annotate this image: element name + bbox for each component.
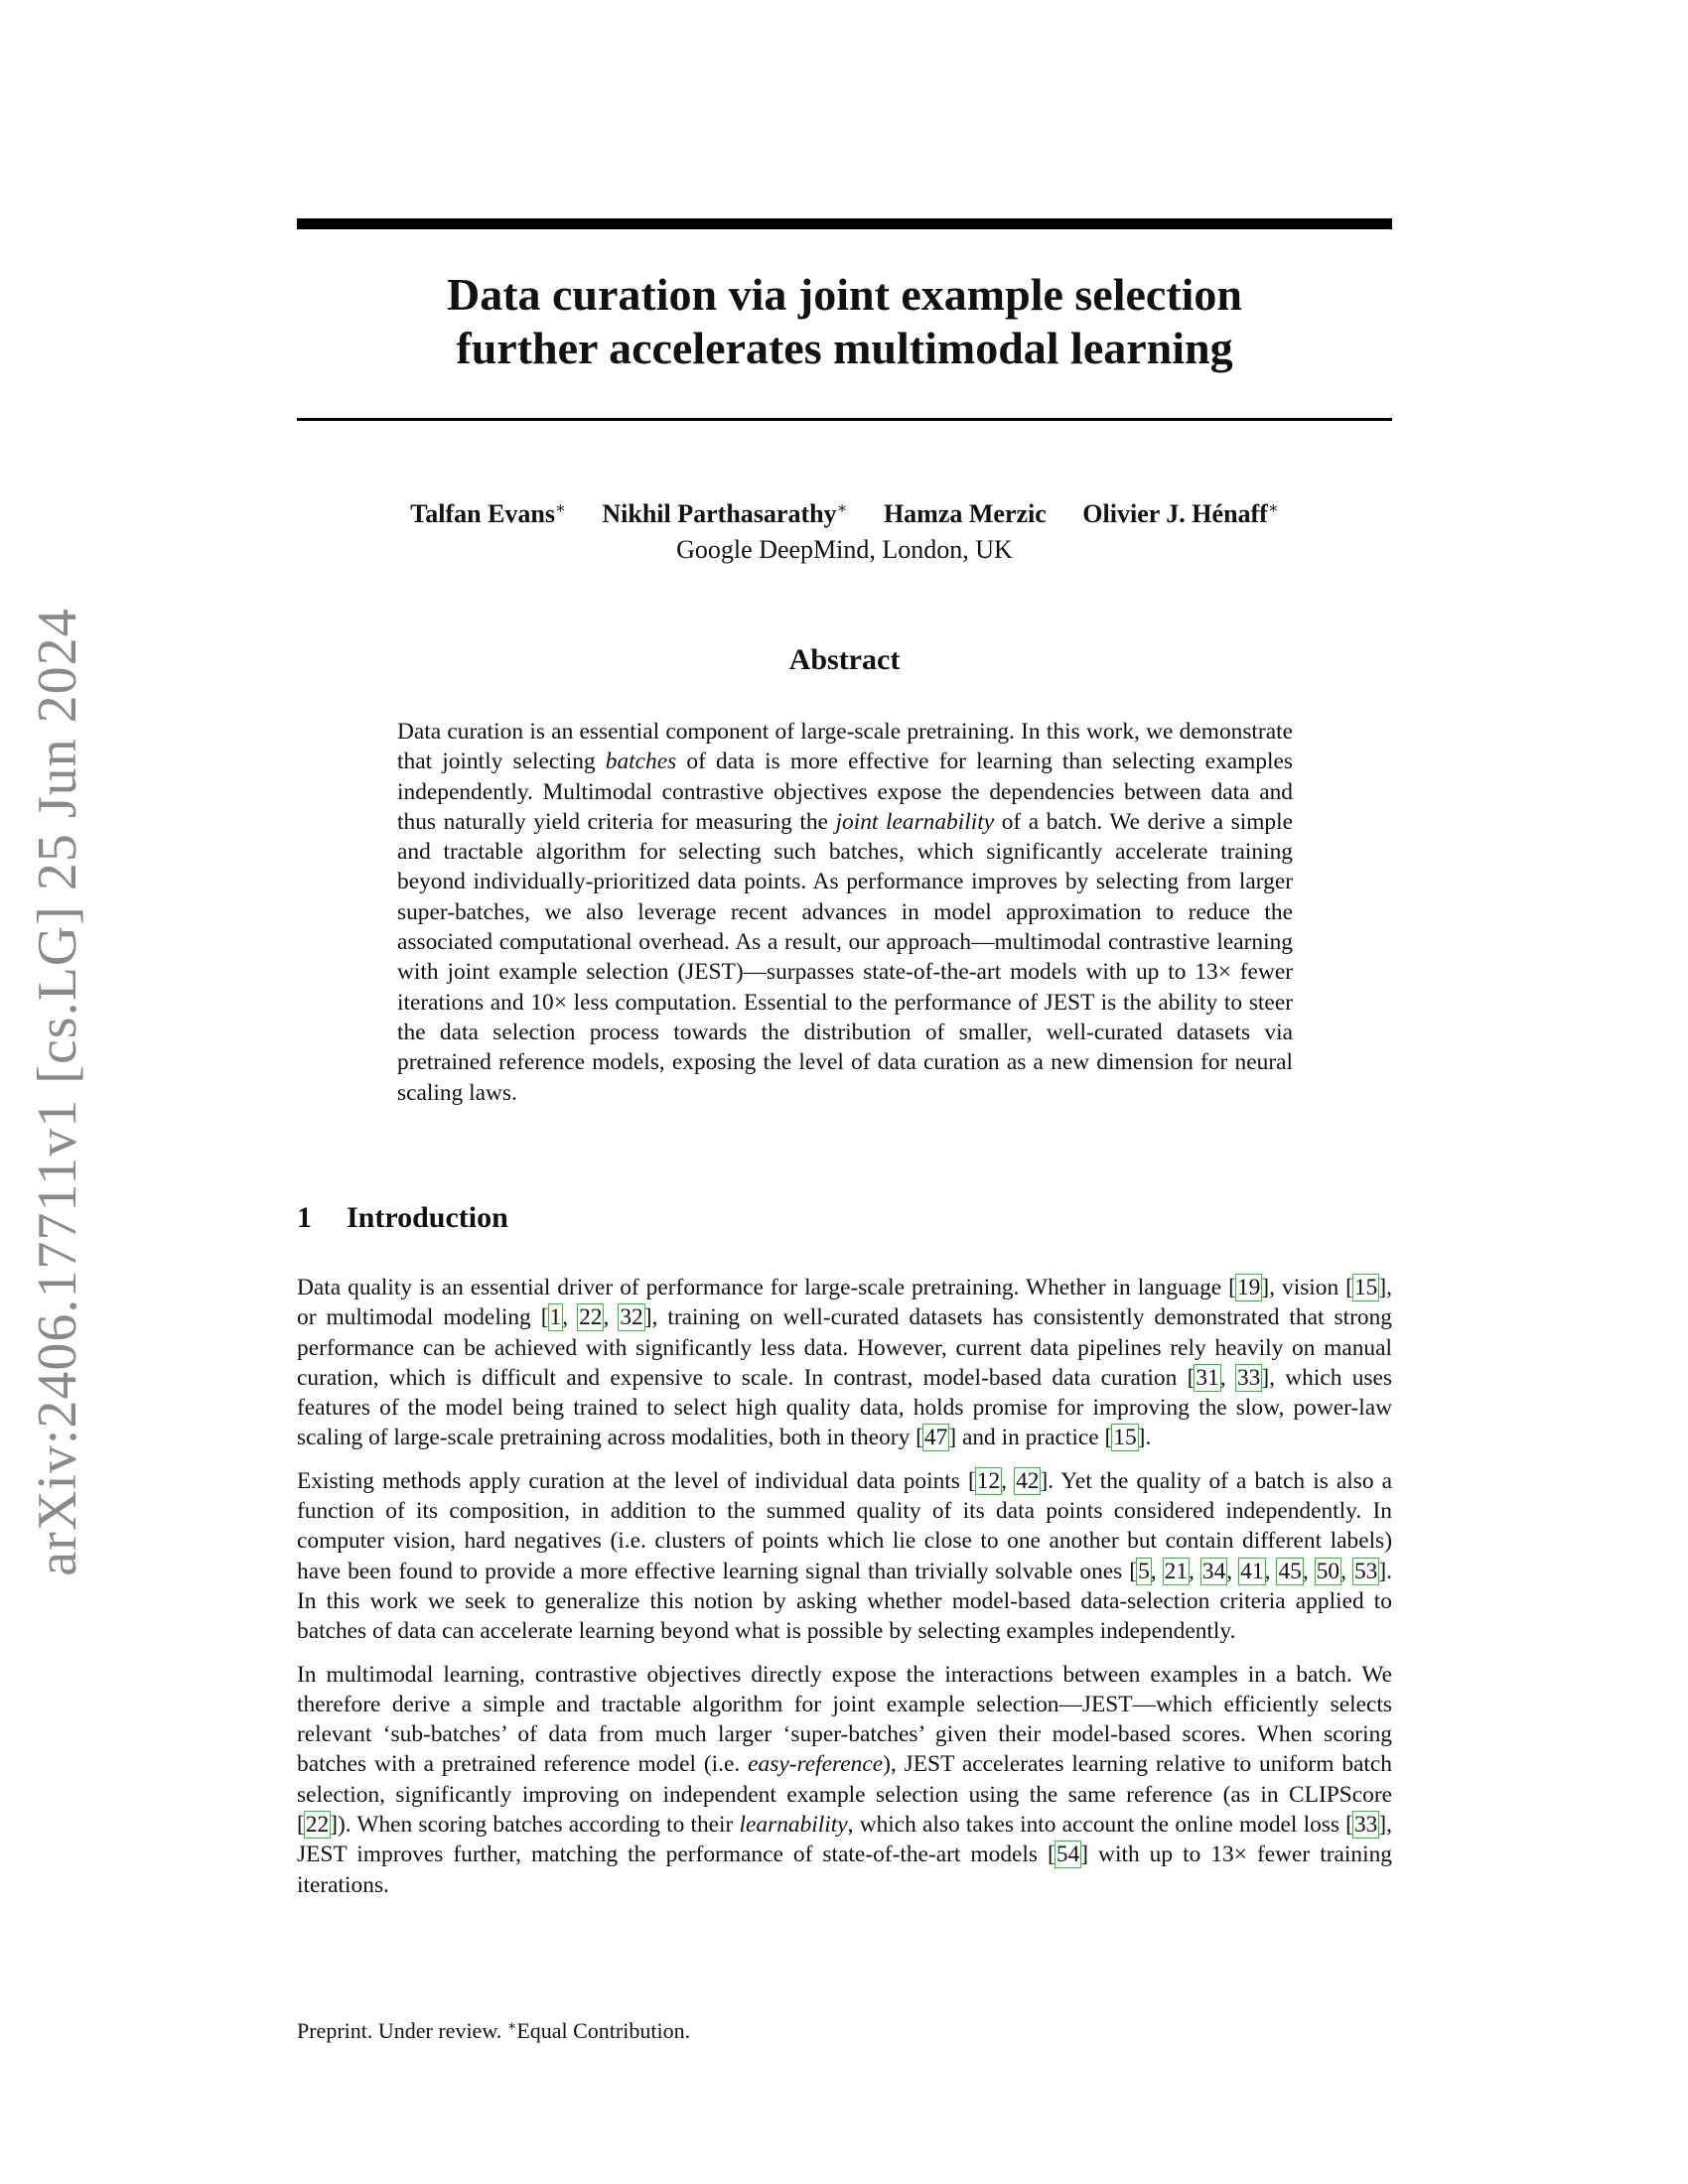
paragraph: Existing methods apply curation at the level of individual data points [12, 42]. Yet the quality of a batch is also a function of its composition, in addition to the summed quality of its data points considered independently. In computer vision, hard negatives (i.e. clusters of points which lie close to one another but contain different labels) have been found to provide a more effective learning signal than trivially solvable ones [5, 21, 34, 41, 45, 50, 53]. In this work we seek to generalize this notion by asking whether model-based data-selection criteria applied to batches of data can accelerate learning beyond what is possible by selecting examples independently. — [297, 1467, 1392, 1645]
citation-link[interactable]: 41 — [1240, 1558, 1264, 1584]
author: Nikhil Parthasarathy∗ — [602, 499, 848, 528]
title-rule-top — [297, 218, 1392, 229]
citation-link[interactable]: 1 — [549, 1304, 562, 1331]
author: Hamza Merzic — [883, 499, 1047, 528]
citation-link[interactable]: 15 — [1113, 1425, 1137, 1451]
citation-link[interactable]: 12 — [976, 1467, 1001, 1494]
citation-link[interactable]: 34 — [1201, 1558, 1226, 1584]
paragraph: In multimodal learning, contrastive objectives directly expose the interactions between examples in a batch. We therefore derive a simple and tractable algorithm for joint example selection—JEST—which efficiently selects relevant ‘sub-batches’ of data from much larger ‘super-batches’ given their model-based scores. When scoring batches with a pretrained reference model (i.e. easy-reference), JEST accelerates learning relative to uniform batch selection, significantly improving on independent example selection using the same reference (as in CLIPScore [22]). When scoring batches according to their learnability, which also takes into account the online model loss [33], JEST improves further, matching the performance of state-of-the-art models [54] with up to 13× fewer training iterations. — [297, 1661, 1392, 1898]
citation-link[interactable]: 53 — [1353, 1558, 1378, 1584]
footnote: Preprint. Under review. ∗Equal Contribution. — [297, 2018, 691, 2043]
title-line-2: further accelerates multimodal learning — [456, 323, 1233, 373]
affiliation: Google DeepMind, London, UK — [676, 535, 1013, 564]
citation-link[interactable]: 15 — [1353, 1275, 1378, 1300]
section-title: Introduction — [347, 1201, 508, 1234]
author: Olivier J. Hénaff∗ — [1082, 499, 1279, 528]
citation-link[interactable]: 22 — [579, 1304, 603, 1331]
section-heading — [297, 1201, 508, 1235]
author-list — [297, 493, 1392, 530]
citation-link[interactable]: 22 — [305, 1812, 330, 1839]
citation-link[interactable]: 31 — [1196, 1364, 1219, 1391]
citation-link[interactable]: 45 — [1278, 1558, 1302, 1584]
citation-link[interactable]: 50 — [1316, 1558, 1340, 1584]
arxiv-identifier: arXiv:2406.17711v1 [cs.LG] 25 Jun 2024 — [27, 608, 88, 1576]
title-rule-bottom — [297, 418, 1392, 421]
citation-link[interactable]: 32 — [620, 1304, 643, 1331]
paragraph: Data quality is an essential driver of performance for large-scale pretraining. Whether in language [19], vision [15], or multimodal modeling [1, 22, 32], training on well-curated datasets has consistently demonstrated that strong performance can be achieved with significantly less data. However, current data pipelines rely heavily on manual curation, which is difficult and expensive to scale. In contrast, model-based data curation [31, 33], which uses features of the model being trained to select high quality data, holds promise for improving the slow, power-law scaling of large-scale pretraining across modalities, both in theory [47] and in practice [15]. — [297, 1275, 1393, 1451]
citation-link[interactable]: 42 — [1016, 1467, 1040, 1494]
title-line-1: Data curation via joint example selection — [446, 269, 1243, 320]
citation-link[interactable]: 5 — [1138, 1558, 1150, 1584]
citation-link[interactable]: 21 — [1164, 1558, 1189, 1584]
citation-link[interactable]: 54 — [1055, 1842, 1080, 1868]
citation-link[interactable]: 47 — [923, 1425, 948, 1451]
citation-link[interactable]: 33 — [1353, 1812, 1378, 1839]
introduction-body — [297, 1273, 1392, 1913]
abstract-heading: Abstract — [788, 643, 901, 676]
author: Talfan Evans∗ — [410, 499, 566, 528]
section-number: 1 — [297, 1201, 312, 1234]
paper-title — [297, 268, 1392, 375]
abstract-text: Data curation is an essential component of large-scale pretraining. In this work, we demonstrate that jointly selecting batches of data is more effective for learning than selecting examples independently. Multimodal contrastive objectives expose the dependencies between data and thus naturally yield criteria for measuring the joint learnability of a batch. We derive a simple and tractable algorithm for selecting such batches, which significantly accelerate training beyond individually-prioritized data points. As performance improves by selecting from larger super-batches, we also leverage recent advances in model approximation to reduce the associated computational overhead. As a result, our approach—multimodal contrastive learning with joint example selection (JEST)—surpasses state-of-the-art models with up to 13× fewer iterations and 10× less computation. Essential to the performance of JEST is the ability to steer the data selection process towards the distribution of smaller, well-curated datasets via pretrained reference models, exposing the level of data curation as a new dimension for neural scaling laws. — [397, 719, 1293, 1106]
citation-link[interactable]: 19 — [1236, 1275, 1261, 1300]
citation-link[interactable]: 33 — [1236, 1364, 1261, 1391]
